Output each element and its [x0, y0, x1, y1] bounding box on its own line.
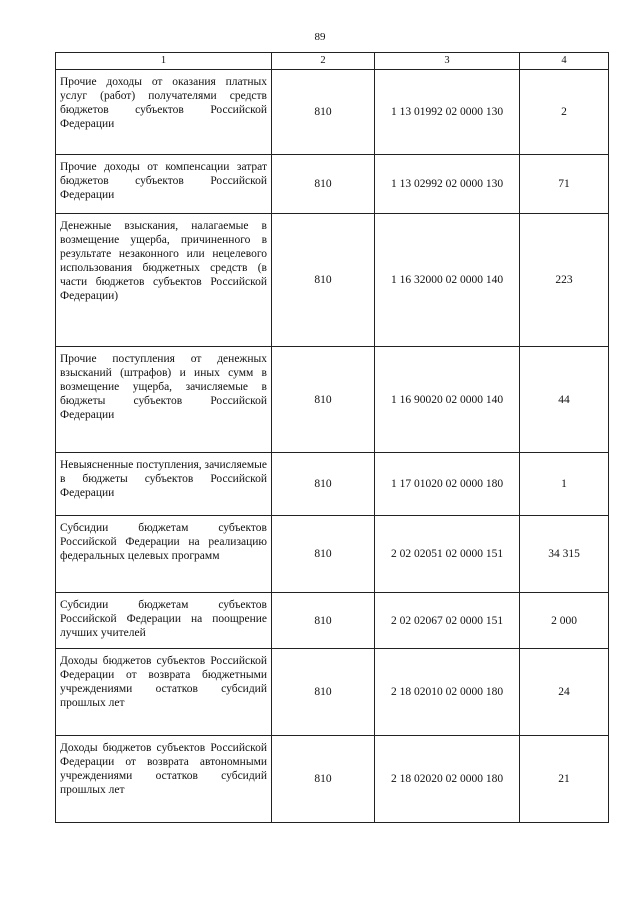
- column-header-1: 1: [56, 53, 272, 70]
- amount: 2 000: [520, 593, 609, 649]
- income-description: Прочие поступления от денежных взысканий (штрафов) и иных сумм в возмещение ущерба, зачисляемые в бюджеты субъектов Российской Федерации: [56, 347, 272, 453]
- admin-code: 810: [272, 155, 375, 214]
- admin-code: 810: [272, 736, 375, 823]
- table-row: [56, 516, 609, 593]
- page-number: 89: [314, 31, 326, 43]
- table-row: [56, 593, 609, 649]
- revenue-table: [55, 52, 609, 823]
- budget-classification-code: 1 16 90020 02 0000 140: [375, 347, 520, 453]
- income-description: Доходы бюджетов субъектов Российской Федерации от возврата бюджетными учреждениями остатков субсидий прошлых лет: [56, 649, 272, 736]
- amount: 34 315: [520, 516, 609, 593]
- table-row: [56, 214, 609, 347]
- amount: 223: [520, 214, 609, 347]
- income-description: Прочие доходы от компенсации затрат бюджетов субъектов Российской Федерации: [56, 155, 272, 214]
- amount: 24: [520, 649, 609, 736]
- income-description: Прочие доходы от оказания платных услуг (работ) получателями средств бюджетов субъектов Российской Федерации: [56, 70, 272, 155]
- income-description: Денежные взыскания, налагаемые в возмещение ущерба, причиненного в результате незаконного или нецелевого использования бюджетных средств (в части бюджетов субъектов Российской Федерации): [56, 214, 272, 347]
- table-row: [56, 649, 609, 736]
- amount: 2: [520, 70, 609, 155]
- table-row: [56, 453, 609, 516]
- admin-code: 810: [272, 516, 375, 593]
- admin-code: 810: [272, 214, 375, 347]
- admin-code: 810: [272, 453, 375, 516]
- budget-classification-code: 2 02 02067 02 0000 151: [375, 593, 520, 649]
- table-row: [56, 155, 609, 214]
- budget-classification-code: 2 18 02020 02 0000 180: [375, 736, 520, 823]
- amount: 1: [520, 453, 609, 516]
- admin-code: 810: [272, 593, 375, 649]
- amount: 71: [520, 155, 609, 214]
- budget-classification-code: 1 16 32000 02 0000 140: [375, 214, 520, 347]
- income-description: Субсидии бюджетам субъектов Российской Федерации на поощрение лучших учителей: [56, 593, 272, 649]
- admin-code: 810: [272, 347, 375, 453]
- income-description: Невыясненные поступления, зачисляемые в бюджеты субъектов Российской Федерации: [56, 453, 272, 516]
- table-header-row: [56, 53, 609, 70]
- admin-code: 810: [272, 649, 375, 736]
- column-header-2: 2: [272, 53, 375, 70]
- table-row: [56, 347, 609, 453]
- table-row: [56, 70, 609, 155]
- budget-classification-code: 2 18 02010 02 0000 180: [375, 649, 520, 736]
- amount: 21: [520, 736, 609, 823]
- budget-classification-code: 1 13 02992 02 0000 130: [375, 155, 520, 214]
- budget-classification-code: 1 17 01020 02 0000 180: [375, 453, 520, 516]
- budget-classification-code: 1 13 01992 02 0000 130: [375, 70, 520, 155]
- income-description: Доходы бюджетов субъектов Российской Федерации от возврата автономными учреждениями остатков субсидий прошлых лет: [56, 736, 272, 823]
- column-header-4: 4: [520, 53, 609, 70]
- budget-classification-code: 2 02 02051 02 0000 151: [375, 516, 520, 593]
- income-description: Субсидии бюджетам субъектов Российской Федерации на реализацию федеральных целевых программ: [56, 516, 272, 593]
- amount: 44: [520, 347, 609, 453]
- column-header-3: 3: [375, 53, 520, 70]
- admin-code: 810: [272, 70, 375, 155]
- table-row: [56, 736, 609, 823]
